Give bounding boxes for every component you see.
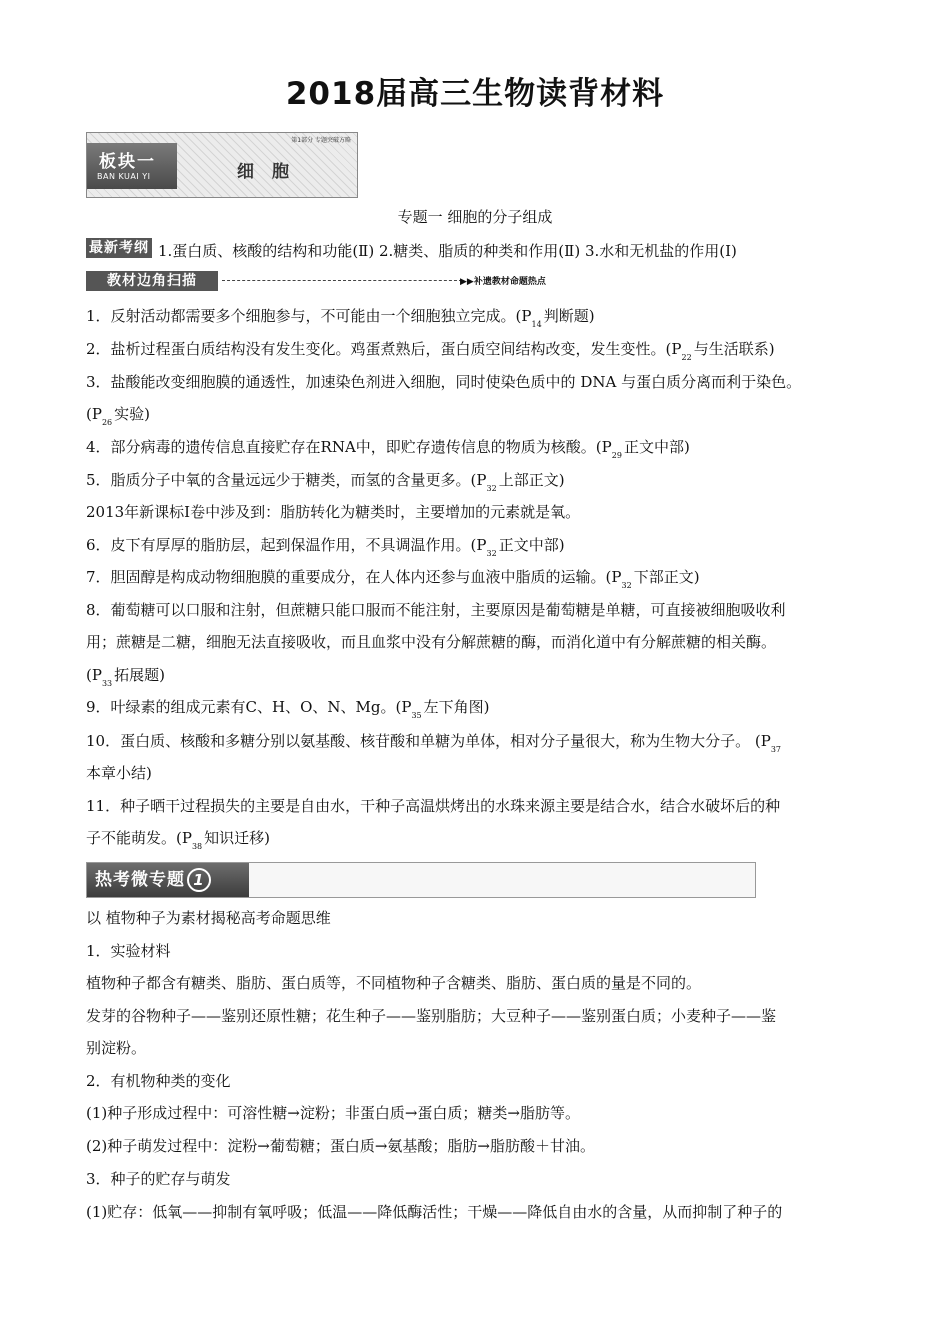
list-item: 1．反射活动都需要多个细胞参与，不可能由一个细胞独立完成。($P_{14}$ 判断题) xyxy=(86,307,595,329)
list-item: 9．叶绿素的组成元素有C、H、O、N、Mg。($P_{35}$ 左下角图) xyxy=(86,698,490,720)
hot-topic-label: 热考微专题 xyxy=(95,870,185,890)
jiaocai-tail: ▶▶补遗教材命题热点 xyxy=(460,277,546,287)
dashed-divider xyxy=(222,280,462,281)
list-item: ($P_{33}$ 拓展题) xyxy=(86,666,165,688)
paragraph: 以 植物种子为素材揭秘高考命题思维 xyxy=(86,909,331,927)
hot-topic-label-box xyxy=(87,863,249,897)
document-title: 2018届高三生物读背材料 xyxy=(285,76,665,112)
banner-topic: 细胞 xyxy=(237,162,307,182)
section-banner xyxy=(86,132,358,198)
list-item: ($P_{26}$ 实验) xyxy=(86,405,150,427)
banner-tag xyxy=(87,143,177,189)
list-item: 8．葡萄糖可以口服和注射，但蔗糖只能口服而不能注射，主要原因是葡萄糖是单糖，可直接被细胞吸收利 xyxy=(86,601,786,619)
list-item: 6．皮下有厚厚的脂肪层，起到保温作用，不具调温作用。($P_{32}$ 正文中部) xyxy=(86,536,565,558)
paragraph: (2)种子萌发过程中：淀粉→葡萄糖；蛋白质→氨基酸；脂肪→脂肪酸＋甘油。 xyxy=(86,1137,595,1155)
paragraph: 3．种子的贮存与萌发 xyxy=(86,1170,231,1188)
kaogang-label: 最新考纲 xyxy=(86,238,152,258)
jiaocai-label: 教材边角扫描 xyxy=(86,271,218,291)
list-item: 10．蛋白质、核酸和多糖分别以氨基酸、核苷酸和单糖为单体，相对分子量很大，称为生物大分子。 ($P_{37}$ xyxy=(86,732,781,754)
list-item: 子不能萌发。($P_{38}$ 知识迁移) xyxy=(86,829,270,851)
kaogang-text: 1.蛋白质、核酸的结构和功能(Ⅱ) 2.糖类、脂质的种类和作用(Ⅱ) 3.水和无机盐的作用(Ⅰ) xyxy=(158,242,737,260)
subject-title: 专题一 细胞的分子组成 xyxy=(397,208,553,226)
list-item: 4．部分病毒的遗传信息直接贮存在RNA中，即贮存遗传信息的物质为核酸。($P_{29}$ 正文中部) xyxy=(86,438,690,460)
paragraph: (1)贮存：低氧——抑制有氧呼吸；低温——降低酶活性；干燥——降低自由水的含量，从而抑制了种子的 xyxy=(86,1203,783,1221)
list-item: 5．脂质分子中氧的含量远远少于糖类，而氢的含量更多。($P_{32}$ 上部正文) xyxy=(86,471,565,493)
jiaocai-tail-text: 补遗教材命题热点 xyxy=(473,277,546,287)
list-item: 本章小结) xyxy=(86,764,152,782)
paragraph: 发芽的谷物种子——鉴别还原性糖；花生种子——鉴别脂肪；大豆种子——鉴别蛋白质；小麦种子——鉴 xyxy=(86,1007,777,1025)
list-item: 用；蔗糖是二糖，细胞无法直接吸收，而且血浆中没有分解蔗糖的酶，而消化道中有分解蔗糖的相关酶。 xyxy=(86,633,777,651)
paragraph: (1)种子形成过程中：可溶性糖→淀粉；非蛋白质→蛋白质；糖类→脂肪等。 xyxy=(86,1104,580,1122)
banner-tag-pinyin: BAN KUAI YI xyxy=(97,172,151,181)
paragraph: 2．有机物种类的变化 xyxy=(86,1072,231,1090)
list-item: 2．盐析过程蛋白质结构没有发生变化。鸡蛋煮熟后，蛋白质空间结构改变，发生变性。($P_{22}$ 与生活联系) xyxy=(86,340,775,362)
hot-topic-banner xyxy=(86,862,756,898)
banner-tag-label: 板块一 xyxy=(99,152,156,172)
list-item: 2013年新课标Ⅰ卷中涉及到：脂肪转化为糖类时，主要增加的元素就是氧。 xyxy=(86,503,581,521)
paragraph: 别淀粉。 xyxy=(86,1039,147,1057)
list-item: 3．盐酸能改变细胞膜的通透性，加速染色剂进入细胞，同时使染色质中的 DNA 与蛋白质分离而利于染色。 xyxy=(86,373,802,391)
paragraph: 植物种子都含有糖类、脂肪、蛋白质等，不同植物种子含糖类、脂肪、蛋白质的量是不同的。 xyxy=(86,974,702,992)
banner-small-header: 第1部分 专题突破方略 xyxy=(291,137,351,144)
list-item: 11．种子晒干过程损失的主要是自由水，干种子高温烘烤出的水珠来源主要是结合水，结合水破坏后的种 xyxy=(86,797,781,815)
list-item: 7．胆固醇是构成动物细胞膜的重要成分，在人体内还参与血液中脂质的运输。($P_{32}$ 下部正文) xyxy=(86,568,700,590)
hot-topic-number: 1 xyxy=(187,868,211,892)
paragraph: 1．实验材料 xyxy=(86,942,171,960)
